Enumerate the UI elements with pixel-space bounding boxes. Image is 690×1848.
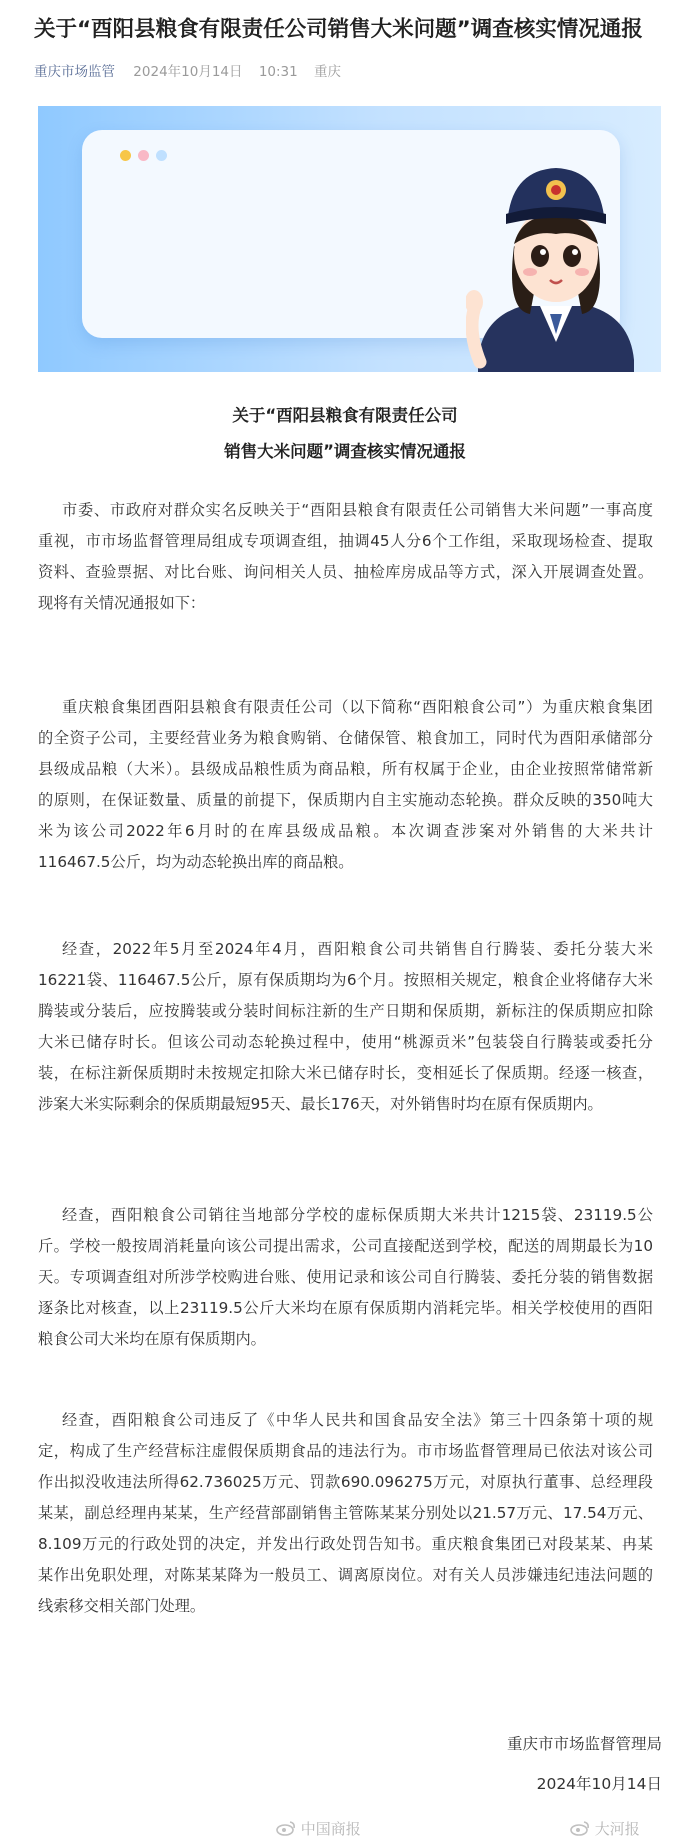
article-title: 关于“酉阳县粮食有限责任公司销售大米问题”调查核实情况通报 [34, 17, 643, 42]
paragraph-2-line-3: 县级成品粮（大米）。县级成品粮性质为商品粮，所有权属于企业，由企业按照常储常新 [38, 760, 653, 778]
paragraph-3-line-6: 涉案大米实际剩余的保质期最短95天、最长176天，对外销售时均在原有保质期内。 [38, 1095, 603, 1113]
window-dot-blue [156, 150, 167, 161]
paragraph-3-line-2: 16221袋、116467.5公斤，原有保质期均为6个月。按照相关规定，粮食企业将储存大米 [38, 971, 653, 989]
paragraph-2-line-4: 的原则，在保证数量、质量的前提下，保质期内自主实施动态轮换。群众反映的350吨大 [38, 791, 653, 809]
publish-time: 10:31 [258, 64, 298, 80]
notice-heading-line-1: 关于“酉阳县粮食有限责任公司 [232, 406, 458, 425]
paragraph-3-line-3: 腾装或分装后，应按腾装或分装时间标注新的生产日期和保质期，新标注的保质期应扣除 [38, 1002, 653, 1020]
paragraph-4-line-4: 逐条比对核查，以上23119.5公斤大米均在原有保质期内消耗完毕。相关学校使用的酉阳 [38, 1299, 653, 1317]
signature-date: 2024年10月14日 [536, 1775, 662, 1793]
officer-mascot-icon [466, 150, 646, 372]
paragraph-4-line-3: 天。专项调查组对所涉学校购进台账、使用记录和该公司自行腾装、委托分装的销售数据 [38, 1268, 653, 1286]
signature-org: 重庆市市场监督管理局 [506, 1735, 662, 1753]
paragraph-1-line-4: 现将有关情况通报如下： [38, 594, 206, 612]
paragraph-5-line-5: 8.109万元的行政处罚的决定，并发出行政处罚告知书。重庆粮食集团已对段某某、冉某 [38, 1535, 653, 1553]
paragraph-5-line-6: 某作出免职处理，对陈某某降为一般员工、调离原岗位。对有关人员涉嫌违纪违法问题的 [38, 1566, 653, 1584]
paragraph-4-line-2: 斤。学校一般按周消耗量向该公司提出需求，公司直接配送到学校，配送的周期最长为10 [38, 1237, 653, 1255]
weibo-logo-icon [276, 1820, 296, 1836]
paragraph-3-line-1: 经查，2022年5月至2024年4月，酉阳粮食公司共销售自行腾装、委托分装大米 [62, 940, 653, 958]
header-banner [38, 106, 661, 372]
paragraph-5-line-4: 某某，副总经理冉某某，生产经营部副销售主管陈某某分别处以21.57万元、17.54万元、 [38, 1504, 653, 1522]
paragraph-1-line-3: 资料、查验票据、对比台账、询问相关人员、抽检库房成品等方式，深入开展调查处置。 [38, 563, 653, 581]
paragraph-2-line-2: 的全资子公司，主要经营业务为粮食购销、仓储保管、粮食加工，同时代为酉阳承储部分 [38, 729, 653, 747]
paragraph-5-line-7: 线索移交相关部门处理。 [38, 1597, 206, 1615]
paragraph-1-line-2: 重视，市市场监督管理局组成专项调查组，抽调45人分6个工作组，采取现场检查、提取 [38, 532, 653, 550]
paragraph-5-line-2: 定，构成了生产经营标注虚假保质期食品的违法行为。市市场监督管理局已依法对该公司 [38, 1442, 653, 1460]
paragraph-5-line-3: 作出拟没收违法所得62.736025万元、罚款690.096275万元，对原执行董事、总经理段 [38, 1473, 653, 1491]
source-account-link[interactable]: 重庆市场监管 [34, 64, 115, 80]
notice-heading-line-2: 销售大米问题”调查核实情况通报 [224, 442, 466, 461]
watermark-left-text: 中国商报 [300, 1820, 361, 1838]
weibo-logo-icon [570, 1820, 590, 1836]
watermark-left [276, 1818, 361, 1839]
publish-date: 2024年10月14日 [133, 64, 243, 80]
paragraph-4-line-1: 经查，酉阳粮食公司销往当地部分学校的虚标保质期大米共计1215袋、23119.5公 [62, 1206, 653, 1224]
paragraph-2-line-6: 116467.5公斤，均为动态轮换出库的商品粮。 [38, 853, 354, 871]
paragraph-4-line-5: 粮食公司大米均在原有保质期内。 [38, 1330, 266, 1348]
paragraph-2-line-5: 米为该公司2022年6月时的在库县级成品粮。本次调查涉案对外销售的大米共计 [38, 822, 653, 840]
watermark-right-text: 大河报 [594, 1820, 640, 1838]
window-dot-yellow [120, 150, 131, 161]
publish-location: 重庆 [314, 64, 342, 80]
paragraph-3-line-5: 装，在标注新保质期时未按规定扣除大米已储存时长，变相延长了保质期。经逐一核查， [38, 1064, 653, 1082]
paragraph-1-line-1: 市委、市政府对群众实名反映关于“酉阳县粮食有限责任公司销售大米问题”一事高度 [62, 501, 653, 519]
paragraph-2-line-1: 重庆粮食集团酉阳县粮食有限责任公司（以下简称“酉阳粮食公司”）为重庆粮食集团 [62, 698, 653, 716]
paragraph-3-line-4: 大米已储存时长。但该公司动态轮换过程中，使用“桃源贡米”包装袋自行腾装或委托分 [38, 1033, 653, 1051]
window-dot-pink [138, 150, 149, 161]
article-meta [34, 60, 353, 80]
watermark-right [570, 1818, 640, 1839]
paragraph-5-line-1: 经查，酉阳粮食公司违反了《中华人民共和国食品安全法》第三十四条第十项的规 [62, 1411, 653, 1429]
